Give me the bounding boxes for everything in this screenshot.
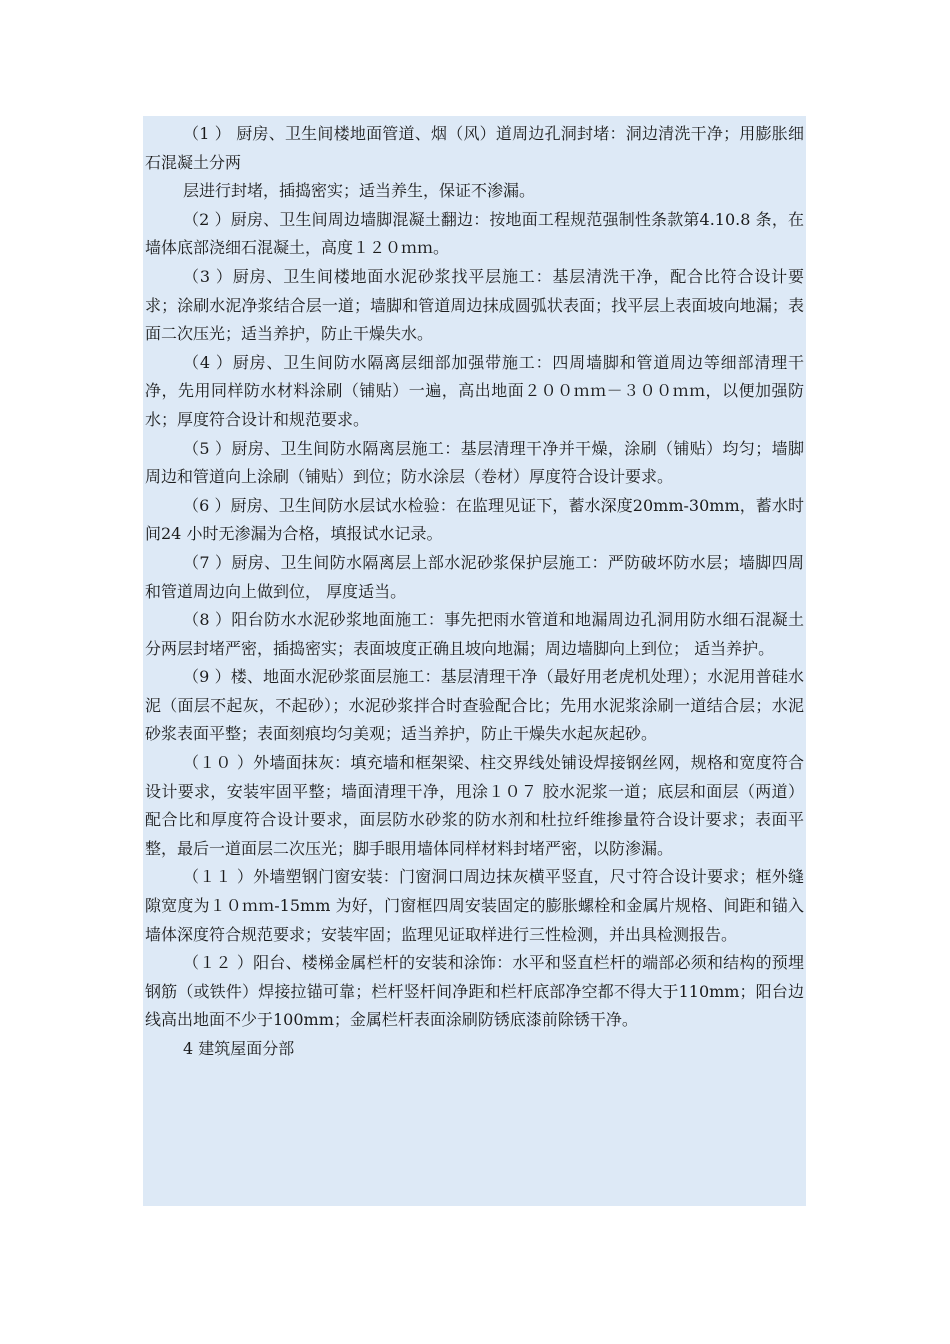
- document-body: [143, 116, 806, 1206]
- paragraph-7: （7 ）厨房、卫生间防水隔离层上部水泥砂浆保护层施工：严防破坏防水层；墙脚四周和管道周边向上做到位， 厚度适当。: [145, 552, 804, 601]
- paragraph-12: （１２ ）阳台、楼梯金属栏杆的安装和涂饰：水平和竖直栏杆的端部必须和结构的预埋钢筋（或铁件）焊接拉锚可靠；栏杆竖杆间净距和栏杆底部净空都不得大于110mm；阳台边线高出地面不少于100mm；金属栏杆表面涂刷防锈底漆前除锈干净。: [145, 953, 804, 1030]
- paragraph-1-continued: 层进行封堵，插捣密实；适当养生，保证不渗漏。: [183, 181, 536, 201]
- paragraph-10: （１０ ）外墙面抹灰：填充墙和框架梁、柱交界线处铺设焊接钢丝网，规格和宽度符合设计要求，安装牢固平整；墙面清理干净，甩涂１０７ 胶水泥浆一道；底层和面层（两道）配合比和厚度符合设计要求，面层防水砂浆的防水剂和杜拉纤维掺量符合设计要求；表面平整，最后一道面层二次压光；脚手眼用墙体同样材料封堵严密，以防渗漏。: [145, 753, 804, 858]
- paragraph-9: （9 ）楼、地面水泥砂浆面层施工：基层清理干净（最好用老虎机处理）；水泥用普硅水泥（面层不起灰，不起砂）；水泥砂浆拌合时查验配合比；先用水泥浆涂刷一道结合层；水泥砂浆表面平整；表面刻痕均匀美观；适当养护，防止干燥失水起灰起砂。: [145, 667, 804, 744]
- section-heading: 4 建筑屋面分部: [183, 1039, 295, 1058]
- paragraph-6: （6 ）厨房、卫生间防水层试水检验：在监理见证下，蓄水深度20mm-30mm，蓄水时间24 小时无渗漏为合格，填报试水记录。: [145, 495, 804, 544]
- paragraph-3: （3 ）厨房、卫生间楼地面水泥砂浆找平层施工：基层清洗干净，配合比符合设计要求；涂刷水泥净浆结合层一道；墙脚和管道周边抹成圆弧状表面；找平层上表面坡向地漏；表面二次压光；适当养护，防止干燥失水。: [145, 266, 804, 344]
- paragraph-8: （8 ）阳台防水水泥砂浆地面施工：事先把雨水管道和地漏周边孔洞用防水细石混凝土分两层封堵严密，插捣密实；表面坡度正确且坡向地漏；周边墙脚向上到位； 适当养护。: [145, 610, 804, 658]
- paragraph-2: （2 ）厨房、卫生间周边墙脚混凝土翻边：按地面工程规范强制性条款第4.10.8 条，在墙体底部浇细石混凝土，高度１２０ｍｍ。: [145, 209, 804, 258]
- paragraph-11: （１１ ）外墙塑钢门窗安装：门窗洞口周边抹灰横平竖直，尺寸符合设计要求；框外缝隙宽度为１０ｍｍ-15mm 为好，门窗框四周安装固定的膨胀螺栓和金属片规格、间距和锚入墙体深度符合规范要求；安装牢固；监理见证取样进行三性检测，并出具检测报告。: [145, 867, 804, 944]
- paragraph-4: （4 ）厨房、卫生间防水隔离层细部加强带施工：四周墙脚和管道周边等细部清理干净，先用同样防水材料涂刷（铺贴）一遍，高出地面２００ｍｍ－３００ｍｍ，以便加强防水；厚度符合设计和规范要求。: [145, 352, 804, 429]
- paragraph-5: （5 ）厨房、卫生间防水隔离层施工：基层清理干净并干燥，涂刷（铺贴）均匀；墙脚周边和管道向上涂刷（铺贴）到位；防水涂层（卷材）厚度符合设计要求。: [145, 438, 804, 487]
- paragraph-1: （1 ） 厨房、卫生间楼地面管道、烟（风）道周边孔洞封堵：洞边清洗干净；用膨胀细石混凝土分两: [145, 124, 804, 172]
